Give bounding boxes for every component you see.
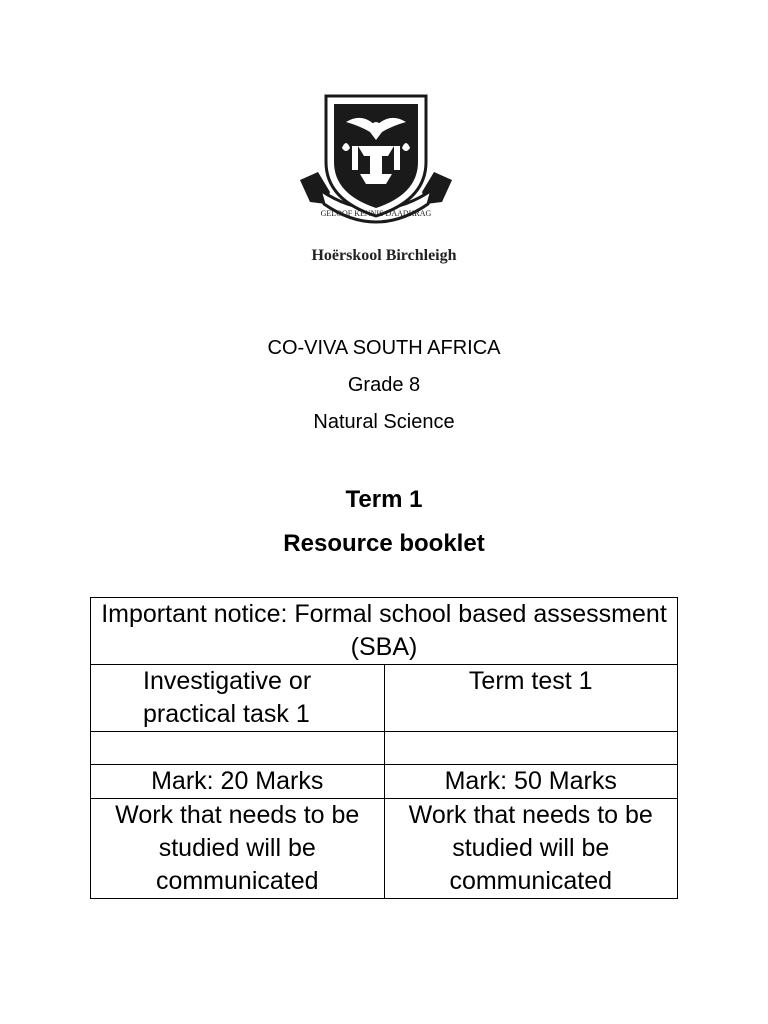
- blank-cell: [91, 732, 385, 765]
- blank-cell: [384, 732, 678, 765]
- table-row: [91, 765, 678, 799]
- crest-motto: GELOOF KENNIS DAADKRAG: [320, 209, 432, 218]
- notice-header-cell: Important notice: Formal school based assessment (SBA): [91, 598, 678, 665]
- term-heading: Term 1: [345, 486, 423, 513]
- booklet-heading: Resource booklet: [283, 530, 485, 557]
- test-note-cell: Work that needs to be studied will be communicated: [384, 799, 678, 899]
- test-mark-cell: Mark: 50 Marks: [384, 765, 678, 799]
- task-mark-cell: Mark: 20 Marks: [91, 765, 385, 799]
- table-row: [91, 799, 678, 899]
- sba-notice-table: [90, 597, 678, 899]
- subject-label: Natural Science: [313, 411, 455, 433]
- task-note-cell: Work that needs to be studied will be communicated: [91, 799, 385, 899]
- test-title-cell: Term test 1: [384, 665, 678, 732]
- grade-label: Grade 8: [347, 374, 421, 396]
- school-crest-icon: [296, 92, 456, 242]
- table-row: [91, 732, 678, 765]
- task-title-cell: Investigative or practical task 1: [91, 665, 385, 732]
- organisation-name: CO-VIVA SOUTH AFRICA: [267, 337, 501, 359]
- school-name: Hoërskool Birchleigh: [311, 247, 457, 264]
- table-row: [91, 665, 678, 732]
- table-row: [91, 598, 678, 665]
